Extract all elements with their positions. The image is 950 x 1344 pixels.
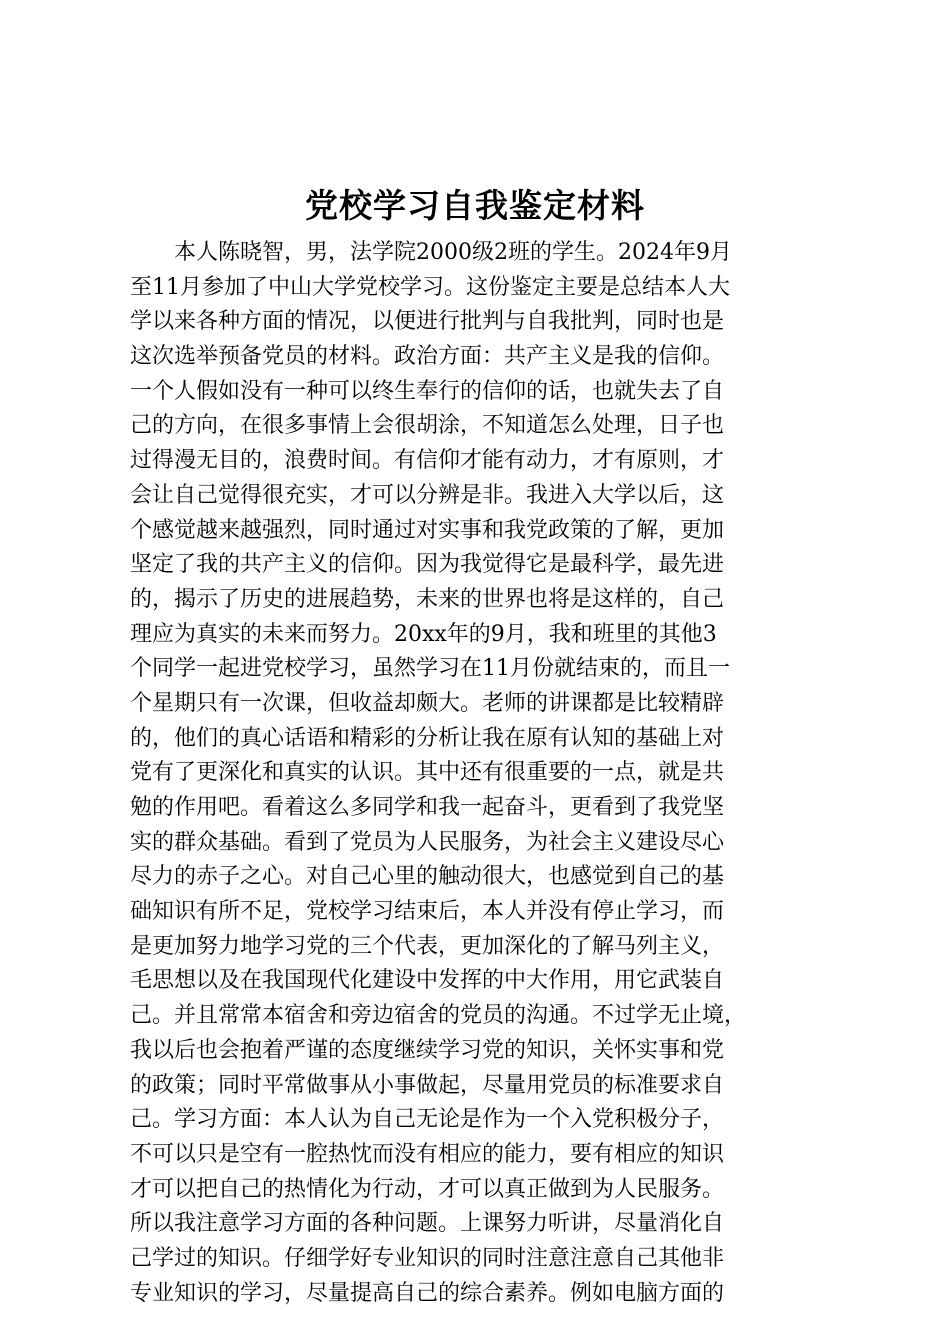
- body-line: 党有了更深化和真实的认识。其中还有很重要的一点，就是共: [130, 760, 725, 786]
- body-line: 个同学一起进党校学习，虽然学习在11月份就结束的，而且一: [130, 656, 730, 682]
- body-line: 至11月参加了中山大学党校学习。这份鉴定主要是总结本人大: [130, 274, 730, 300]
- body-line: 己。并且常常本宿舍和旁边宿舍的党员的沟通。不过学无止境，: [130, 1003, 747, 1029]
- body-line: 过得漫无目的，浪费时间。有信仰才能有动力，才有原则，才: [130, 448, 725, 474]
- body-line: 不可以只是空有一腔热忱而没有相应的能力，要有相应的知识: [130, 1141, 725, 1167]
- body-line: 一个人假如没有一种可以终生奉行的信仰的话，也就失去了自: [130, 378, 725, 404]
- body-line: 坚定了我的共产主义的信仰。因为我觉得它是最科学，最先进: [130, 552, 725, 578]
- body-line: 己。学习方面：本人认为自己无论是作为一个入党积极分子，: [130, 1107, 725, 1133]
- body-line: 个感觉越来越强烈，同时通过对实事和我党政策的了解，更加: [130, 517, 725, 543]
- body-line: 学以来各种方面的情况，以便进行批判与自我批判，同时也是: [130, 309, 725, 335]
- body-line: 础知识有所不足，党校学习结束后，本人并没有停止学习，而: [130, 899, 725, 925]
- body-line: 个星期只有一次课，但收益却颇大。老师的讲课都是比较精辟: [130, 690, 725, 716]
- body-line: 己学过的知识。仔细学好专业知识的同时注意注意自己其他非: [130, 1245, 725, 1271]
- body-line: 会让自己觉得很充实，才可以分辨是非。我进入大学以后，这: [130, 482, 725, 508]
- body-line: 所以我注意学习方面的各种问题。上课努力听讲，尽量消化自: [130, 1211, 725, 1237]
- body-line: 己的方向，在很多事情上会很胡涂，不知道怎么处理，日子也: [130, 413, 725, 439]
- body-line: 的政策；同时平常做事从小事做起，尽量用党员的标准要求自: [130, 1072, 725, 1098]
- body-line: 实的群众基础。看到了党员为人民服务，为社会主义建设尽心: [130, 829, 725, 855]
- body-line: 才可以把自己的热情化为行动，才可以真正做到为人民服务。: [130, 1176, 725, 1202]
- document-body: [130, 236, 830, 1311]
- body-line: 的，揭示了历史的进展趋势，未来的世界也将是这样的，自己: [130, 586, 725, 612]
- body-line: 毛思想以及在我国现代化建设中发挥的中大作用，用它武装自: [130, 968, 725, 994]
- body-line: 勉的作用吧。看着这么多同学和我一起奋斗，更看到了我党坚: [130, 795, 725, 820]
- body-line: 这次选举预备党员的材料。政治方面：共产主义是我的信仰。: [130, 344, 725, 370]
- document-title: 党校学习自我鉴定材料: [305, 186, 645, 225]
- body-line: 的，他们的真心话语和精彩的分析让我在原有认知的基础上对: [130, 725, 725, 751]
- body-line: 是更加努力地学习党的三个代表，更加深化的了解马列主义，: [130, 933, 725, 959]
- body-line: 理应为真实的未来而努力。20xx年的9月，我和班里的其他3: [130, 621, 717, 647]
- body-line: 尽力的赤子之心。对自己心里的触动很大，也感觉到自己的基: [130, 864, 725, 890]
- body-line: 专业知识的学习，尽量提高自己的综合素养。例如电脑方面的: [130, 1280, 725, 1306]
- body-line: 我以后也会抱着严谨的态度继续学习党的知识，关怀实事和党: [130, 1037, 725, 1063]
- body-line: 本人陈晓智，男，法学院2000级2班的学生。2024年9月: [174, 240, 732, 265]
